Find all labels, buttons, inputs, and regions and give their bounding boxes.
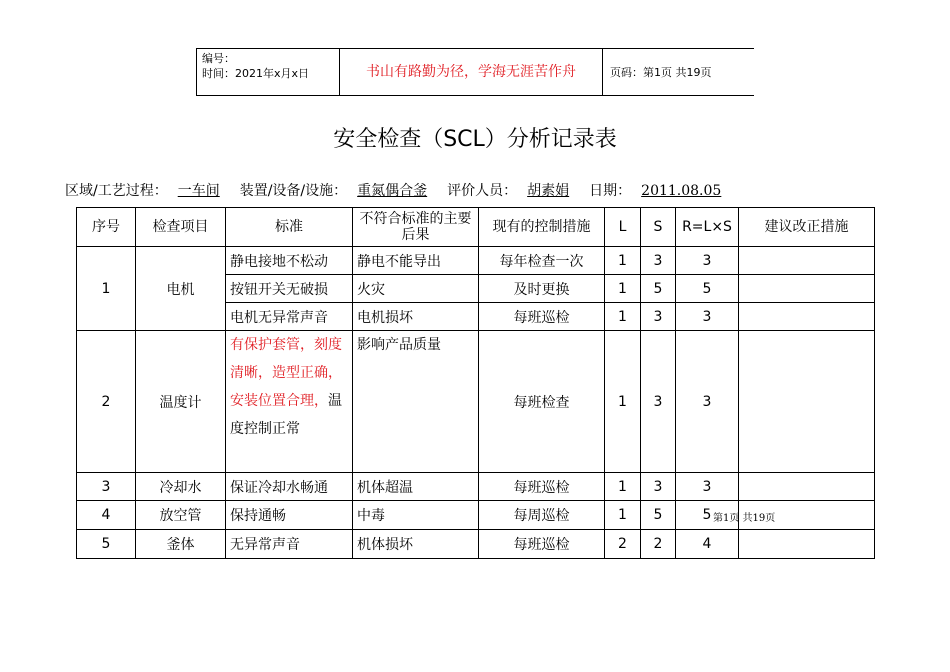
cell-r: 4 bbox=[676, 530, 739, 559]
cell-item: 放空管 bbox=[136, 501, 226, 530]
cell-standard: 按钮开关无破损 bbox=[226, 275, 353, 303]
date-label: 日期： bbox=[589, 183, 632, 199]
cell-consequence: 中毒 bbox=[353, 501, 479, 530]
table-row bbox=[77, 473, 875, 501]
document-header bbox=[196, 48, 754, 96]
cell-consequence: 电机损坏 bbox=[353, 303, 479, 331]
header-s: S bbox=[641, 208, 676, 247]
cell-standard bbox=[226, 331, 353, 473]
info-line bbox=[65, 180, 731, 200]
cell-item: 电机 bbox=[136, 247, 226, 331]
cell-control: 及时更换 bbox=[479, 275, 605, 303]
cell-s: 3 bbox=[641, 303, 676, 331]
date-value: 2011.08.05 bbox=[641, 183, 722, 199]
cell-suggestion bbox=[739, 473, 875, 501]
cell-r: 3 bbox=[676, 473, 739, 501]
header-suggestion: 建议改正措施 bbox=[739, 208, 875, 247]
header-item: 检查项目 bbox=[136, 208, 226, 247]
table-header-row bbox=[77, 208, 875, 247]
evaluator-value: 胡素娟 bbox=[527, 183, 570, 199]
page-title: 安全检查（SCL）分析记录表 bbox=[333, 127, 617, 152]
cell-no: 1 bbox=[77, 247, 136, 331]
cell-r: 3 bbox=[676, 247, 739, 275]
standard-black-text: 温度控制正常 bbox=[230, 393, 342, 437]
page-footer: 第1页 共19页 bbox=[713, 513, 776, 524]
area-value: 一车间 bbox=[177, 183, 220, 199]
cell-control: 每班巡检 bbox=[479, 473, 605, 501]
cell-no: 5 bbox=[77, 530, 136, 559]
header-no: 序号 bbox=[77, 208, 136, 247]
cell-standard: 静电接地不松动 bbox=[226, 247, 353, 275]
cell-suggestion bbox=[739, 275, 875, 303]
cell-item: 温度计 bbox=[136, 331, 226, 473]
cell-item: 冷却水 bbox=[136, 473, 226, 501]
table-row bbox=[77, 530, 875, 559]
cell-suggestion bbox=[739, 331, 875, 473]
cell-l: 1 bbox=[605, 303, 641, 331]
cell-consequence: 机体超温 bbox=[353, 473, 479, 501]
cell-r: 3 bbox=[676, 331, 739, 473]
cell-control: 每班巡检 bbox=[479, 530, 605, 559]
number-label: 编号： bbox=[202, 52, 235, 65]
header-l: L bbox=[605, 208, 641, 247]
standard-red-text: 有保护套管，刻度清晰，造型正确，安装位置合理， bbox=[230, 337, 342, 409]
cell-no: 2 bbox=[77, 331, 136, 473]
cell-standard: 电机无异常声音 bbox=[226, 303, 353, 331]
cell-l: 1 bbox=[605, 501, 641, 530]
cell-no: 3 bbox=[77, 473, 136, 501]
header-control: 现有的控制措施 bbox=[479, 208, 605, 247]
cell-suggestion bbox=[739, 247, 875, 275]
header-page-label: 页码：第1页 共19页 bbox=[610, 66, 712, 79]
header-divider bbox=[602, 49, 603, 96]
cell-consequence: 火灾 bbox=[353, 275, 479, 303]
cell-r: 3 bbox=[676, 303, 739, 331]
cell-l: 2 bbox=[605, 530, 641, 559]
cell-l: 1 bbox=[605, 331, 641, 473]
table-row bbox=[77, 331, 875, 473]
cell-s: 3 bbox=[641, 247, 676, 275]
cell-suggestion bbox=[739, 303, 875, 331]
device-value: 重氮偶合釜 bbox=[357, 183, 428, 199]
cell-standard: 无异常声音 bbox=[226, 530, 353, 559]
cell-control: 每周巡检 bbox=[479, 501, 605, 530]
cell-l: 1 bbox=[605, 275, 641, 303]
cell-item: 釜体 bbox=[136, 530, 226, 559]
cell-s: 5 bbox=[641, 275, 676, 303]
device-label: 装置/设备/设施： bbox=[239, 183, 348, 199]
header-meta bbox=[202, 51, 309, 81]
cell-s: 3 bbox=[641, 473, 676, 501]
cell-l: 1 bbox=[605, 473, 641, 501]
cell-consequence: 影响产品质量 bbox=[353, 331, 479, 473]
header-r: R=L×S bbox=[676, 208, 739, 247]
cell-consequence: 静电不能导出 bbox=[353, 247, 479, 275]
cell-standard: 保证冷却水畅通 bbox=[226, 473, 353, 501]
cell-suggestion bbox=[739, 530, 875, 559]
cell-s: 5 bbox=[641, 501, 676, 530]
scl-table bbox=[76, 207, 875, 559]
evaluator-label: 评价人员： bbox=[447, 183, 518, 199]
cell-control: 每班巡检 bbox=[479, 303, 605, 331]
area-label: 区域/工艺过程： bbox=[65, 183, 168, 199]
cell-r: 5 bbox=[676, 275, 739, 303]
cell-r: 5 bbox=[676, 501, 739, 530]
table-row bbox=[77, 247, 875, 275]
cell-consequence: 机体损坏 bbox=[353, 530, 479, 559]
cell-l: 1 bbox=[605, 247, 641, 275]
cell-no: 4 bbox=[77, 501, 136, 530]
cell-s: 3 bbox=[641, 331, 676, 473]
cell-control: 每班检查 bbox=[479, 331, 605, 473]
cell-s: 2 bbox=[641, 530, 676, 559]
header-motto: 书山有路勤为径，学海无涯苦作舟 bbox=[366, 64, 576, 80]
header-consequence: 不符合标准的主要后果 bbox=[353, 208, 479, 247]
time-label: 时间：2021年x月x日 bbox=[202, 67, 310, 80]
cell-standard: 保持通畅 bbox=[226, 501, 353, 530]
cell-control: 每年检查一次 bbox=[479, 247, 605, 275]
header-standard: 标准 bbox=[226, 208, 353, 247]
